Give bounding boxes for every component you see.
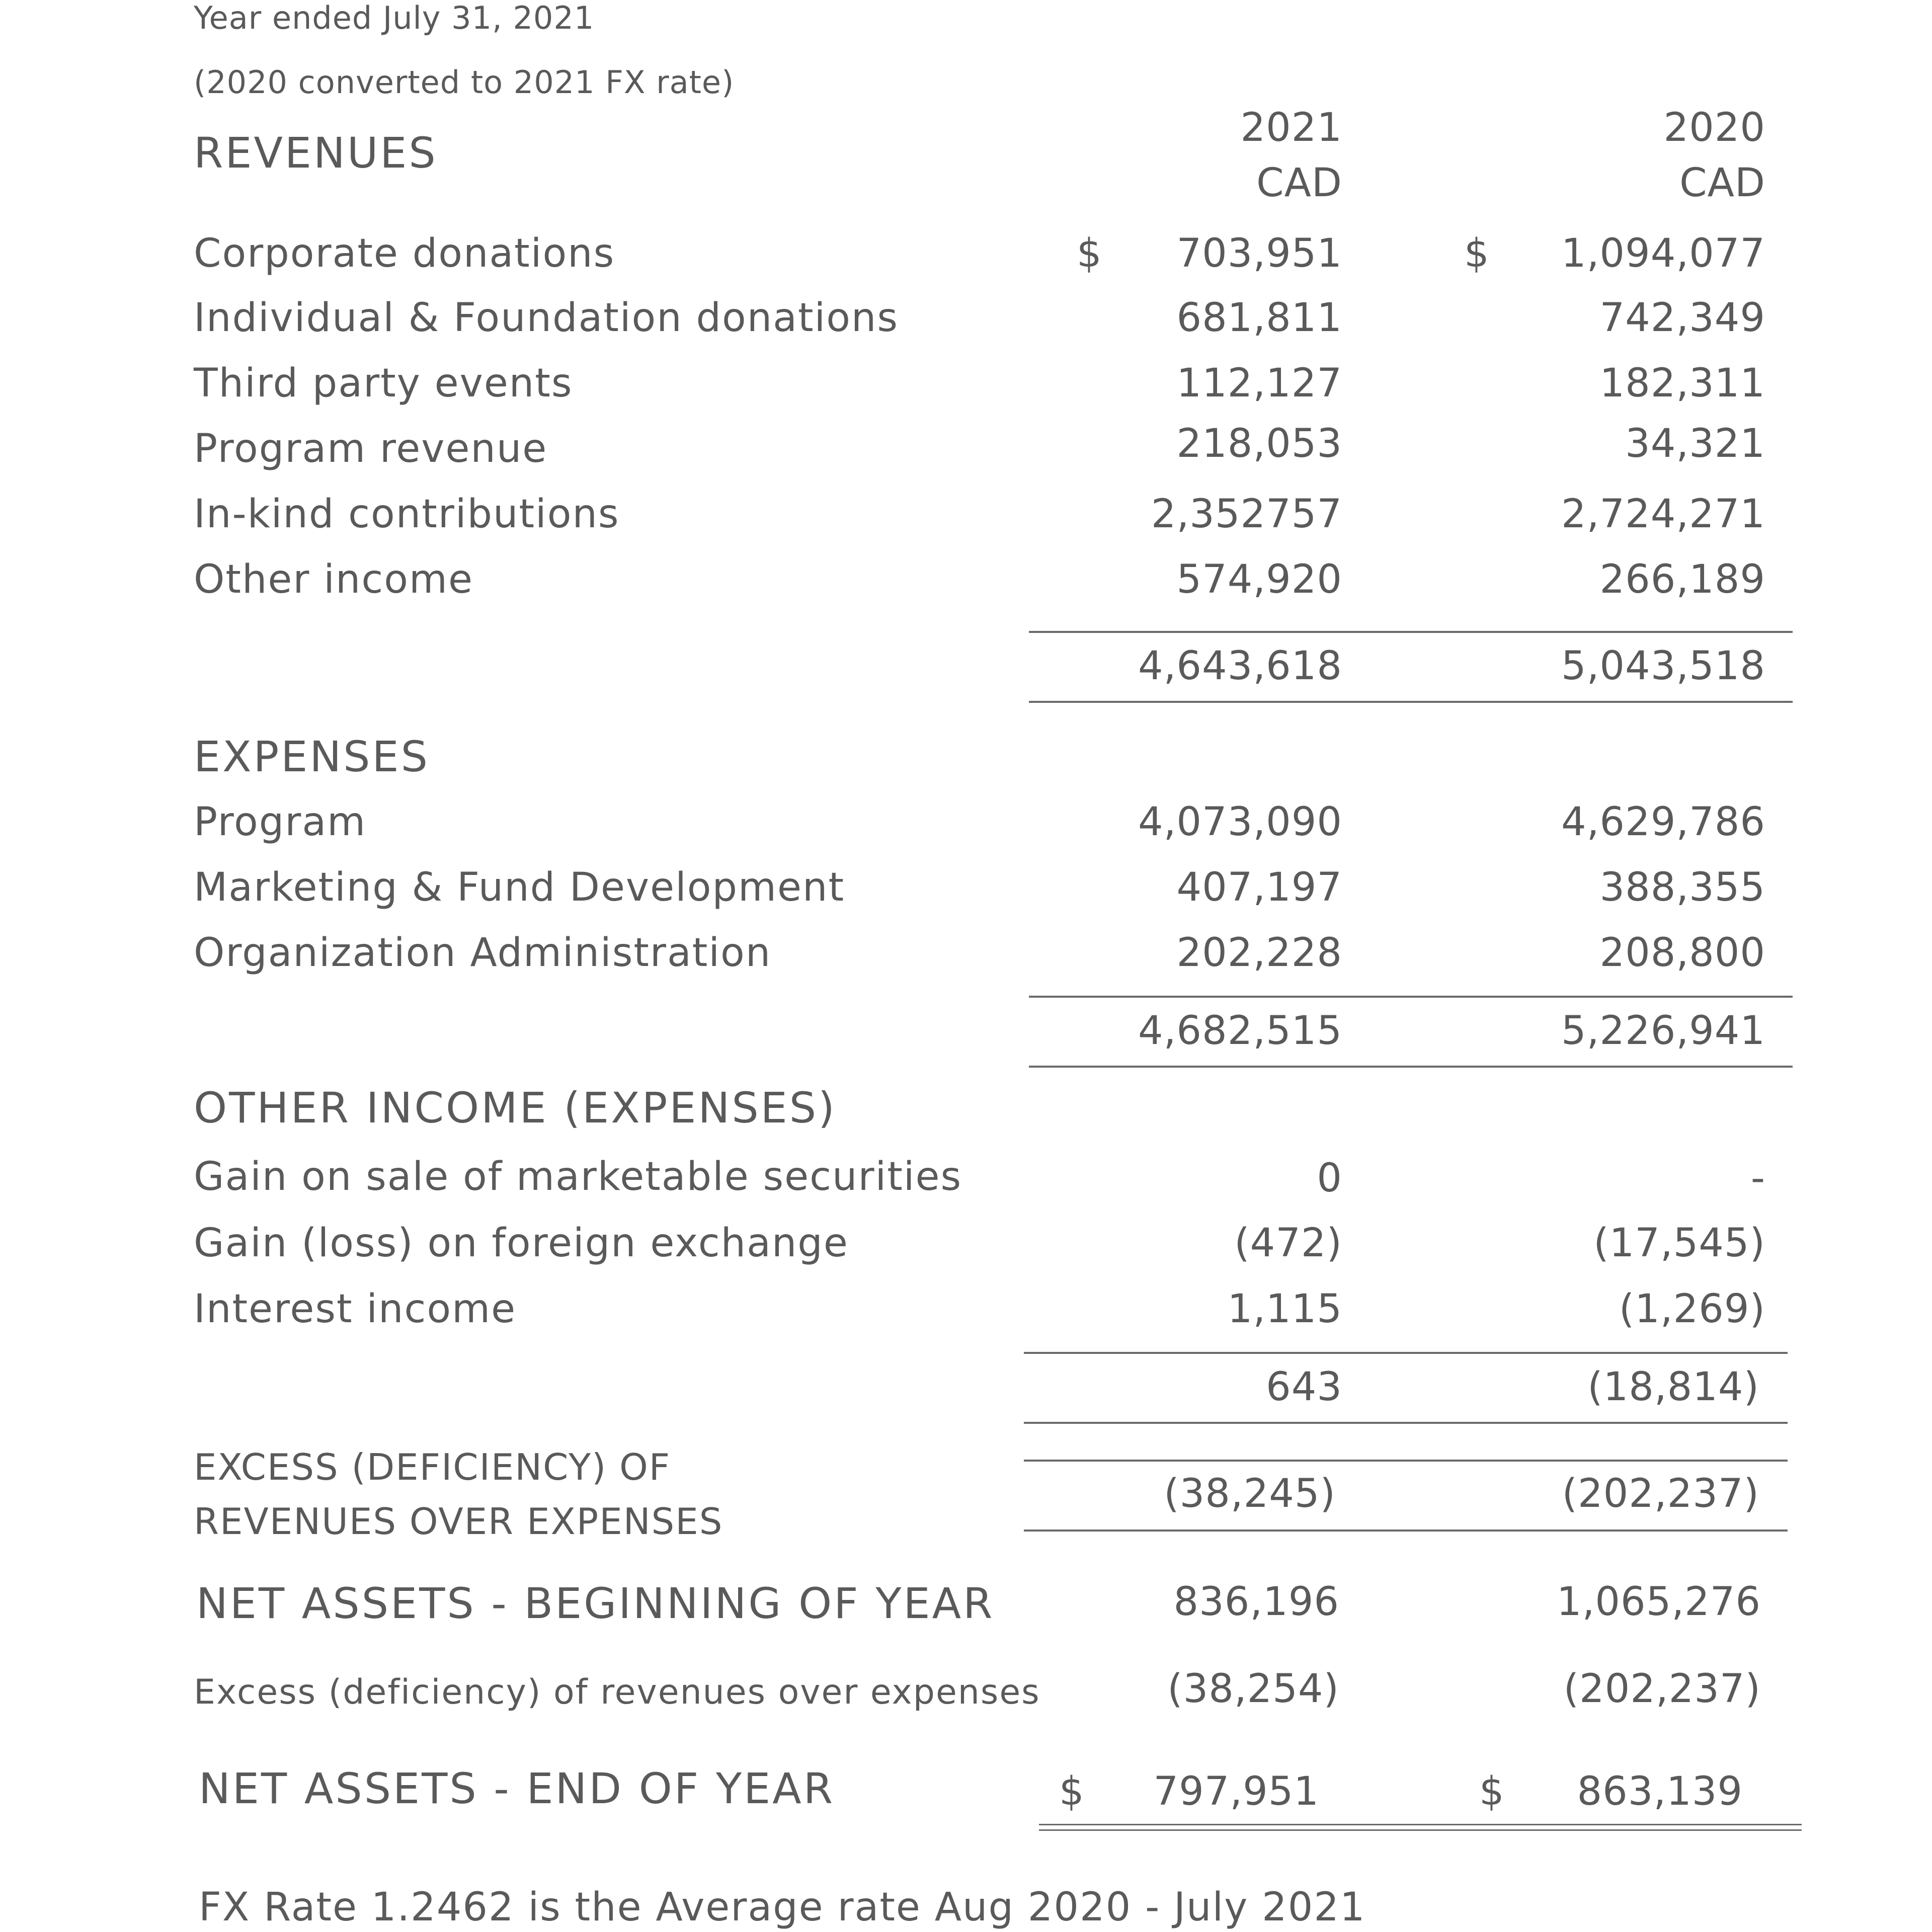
revenue-2021-other: 574,920	[1176, 557, 1342, 602]
excess-label-line1: EXCESS (DEFICIENCY) OF	[194, 1446, 671, 1488]
revenue-2020-other: 266,189	[1599, 557, 1765, 602]
excess-small-2021: (38,254)	[1167, 1666, 1339, 1712]
revenues-heading: REVENUES	[194, 128, 438, 178]
revenues-total-2021: 4,643,618	[1138, 643, 1342, 689]
other-label-interest: Interest income	[194, 1286, 517, 1332]
excess-label-line2: REVENUES OVER EXPENSES	[194, 1500, 723, 1543]
expense-label-program: Program	[194, 799, 367, 845]
revenue-label-corporate: Corporate donations	[194, 231, 615, 276]
column-currency-2020: CAD	[1679, 160, 1765, 206]
expense-2021-program: 4,073,090	[1138, 799, 1342, 845]
other-total-2020: (18,814)	[1587, 1364, 1759, 1410]
other-2021-securities: 0	[1317, 1156, 1342, 1201]
expense-label-admin: Organization Administration	[194, 930, 772, 976]
other-2020-fx: (17,545)	[1593, 1221, 1765, 1266]
revenue-2021-third-party: 112,127	[1176, 361, 1342, 406]
other-2020-securities: -	[1750, 1156, 1765, 1201]
expenses-total-bottom-rule	[1029, 1066, 1793, 1068]
excess-bottom-rule	[1024, 1530, 1788, 1532]
revenue-label-in-kind: In-kind contributions	[194, 492, 620, 537]
revenue-2020-in-kind: 2,724,271	[1561, 492, 1765, 537]
excess-small-label: Excess (deficiency) of revenues over expenses	[194, 1672, 1040, 1712]
expenses-total-2020: 5,226,941	[1561, 1008, 1765, 1054]
expense-2020-program: 4,629,786	[1561, 799, 1765, 845]
revenue-label-individual: Individual & Foundation donations	[194, 295, 899, 341]
column-year-2020: 2020	[1663, 105, 1765, 150]
period-text: Year ended July 31, 2021	[194, 0, 595, 36]
revenue-2020-third-party: 182,311	[1599, 361, 1765, 406]
revenue-label-other: Other income	[194, 557, 473, 602]
other-2020-interest: (1,269)	[1619, 1286, 1765, 1332]
net-assets-end-2021: 797,951	[1153, 1769, 1319, 1814]
expense-2021-marketing: 407,197	[1176, 865, 1342, 910]
column-currency-2021: CAD	[1256, 160, 1342, 206]
net-assets-end-label: NET ASSETS - END OF YEAR	[199, 1764, 835, 1813]
currency-symbol-2020: $	[1464, 231, 1489, 276]
column-year-2021: 2021	[1240, 105, 1342, 150]
other-income-heading: OTHER INCOME (EXPENSES)	[194, 1083, 837, 1133]
net-assets-beginning-label: NET ASSETS - BEGINNING OF YEAR	[196, 1579, 995, 1628]
revenue-2020-program: 34,321	[1625, 421, 1765, 466]
revenue-label-third-party: Third party events	[194, 361, 573, 406]
revenue-2020-individual: 742,349	[1599, 295, 1765, 341]
revenue-2021-corporate: 703,951	[1176, 231, 1342, 276]
expenses-total-2021: 4,682,515	[1138, 1008, 1342, 1054]
revenues-total-top-rule	[1029, 631, 1793, 633]
other-total-bottom-rule	[1024, 1422, 1788, 1424]
net-assets-beginning-2021: 836,196	[1173, 1579, 1339, 1625]
other-label-fx: Gain (loss) on foreign exchange	[194, 1221, 849, 1266]
revenue-2020-corporate: 1,094,077	[1561, 231, 1765, 276]
other-total-2021: 643	[1266, 1364, 1342, 1410]
net-assets-end-2020: 863,139	[1577, 1769, 1743, 1814]
excess-top-rule	[1024, 1460, 1788, 1462]
excess-small-2020: (202,237)	[1563, 1666, 1761, 1712]
fx-rate-footnote: FX Rate 1.2462 is the Average rate Aug 2020 - July 2021	[199, 1885, 1366, 1930]
revenue-label-program: Program revenue	[194, 426, 548, 471]
expense-label-marketing: Marketing & Fund Development	[194, 865, 845, 910]
other-label-securities: Gain on sale of marketable securities	[194, 1154, 962, 1199]
end-currency-symbol-2021: $	[1059, 1769, 1084, 1814]
end-currency-symbol-2020: $	[1479, 1769, 1504, 1814]
net-assets-beginning-2020: 1,065,276	[1557, 1579, 1761, 1625]
currency-symbol-2021: $	[1077, 231, 1102, 276]
excess-2021: (38,245)	[1164, 1471, 1336, 1516]
revenue-2021-program: 218,053	[1176, 421, 1342, 466]
excess-2020: (202,237)	[1562, 1471, 1759, 1516]
expense-2020-marketing: 388,355	[1599, 865, 1765, 910]
other-2021-interest: 1,115	[1227, 1286, 1342, 1332]
other-2021-fx: (472)	[1234, 1221, 1342, 1266]
expense-2021-admin: 202,228	[1176, 930, 1342, 976]
revenues-total-2020: 5,043,518	[1561, 643, 1765, 689]
expenses-heading: EXPENSES	[194, 732, 430, 781]
net-assets-end-double-rule	[1039, 1824, 1802, 1831]
revenues-total-bottom-rule	[1029, 701, 1793, 703]
revenue-2021-individual: 681,811	[1176, 295, 1342, 341]
expenses-total-top-rule	[1029, 996, 1793, 998]
fx-conversion-note: (2020 converted to 2021 FX rate)	[194, 64, 735, 101]
other-total-top-rule	[1024, 1352, 1788, 1354]
expense-2020-admin: 208,800	[1599, 930, 1765, 976]
revenue-2021-in-kind: 2,352757	[1151, 492, 1342, 537]
